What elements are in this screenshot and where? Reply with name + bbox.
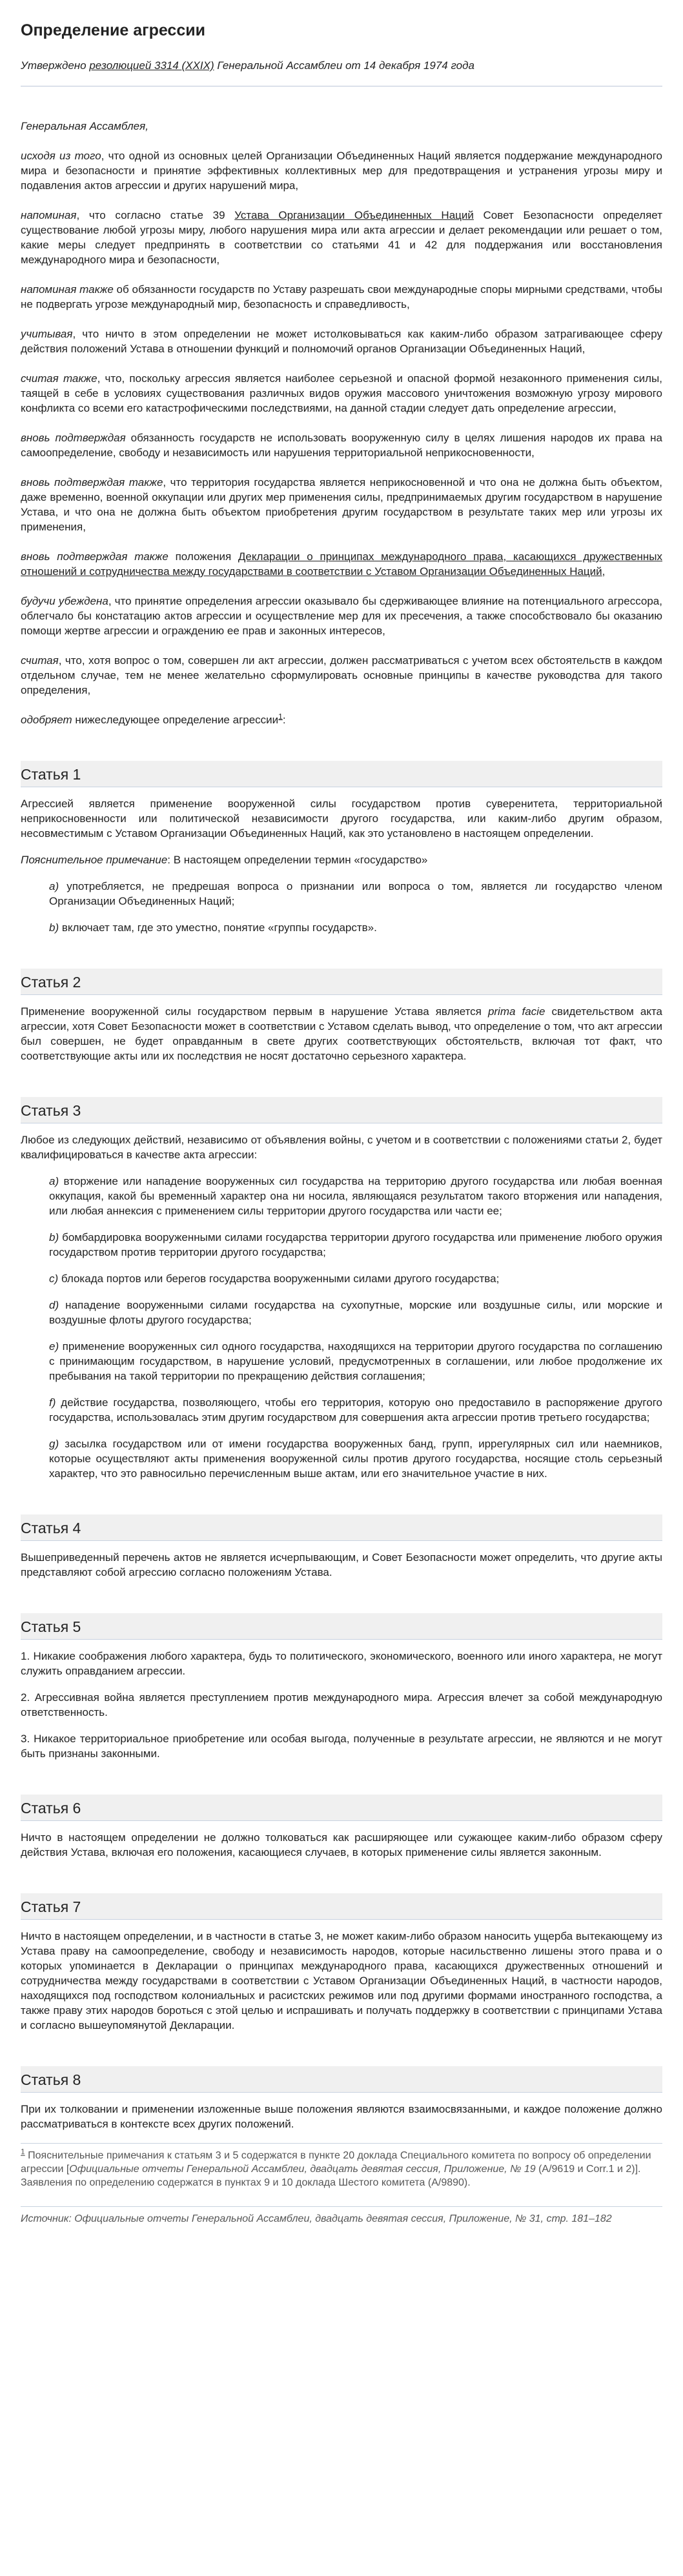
article-text: Любое из следующих действий, независимо от объявления войны, с учетом и в соответствии с положениями статьи 2, будет квалифицироваться в качестве акта агрессии: [21, 1134, 662, 1161]
item-text: бомбардировка вооруженными силами государства территории другого государства или применение любого оружия государством против территории другого государства; [49, 1231, 662, 1258]
article-heading: Статья 8 [21, 2066, 662, 2093]
preamble-paragraph [21, 475, 662, 534]
article-8 [21, 2066, 662, 2131]
list-item [49, 879, 662, 909]
note-text: : В настоящем определении термин «государство» [167, 854, 428, 866]
preamble-paragraph [21, 712, 662, 727]
list-item: 1. Никакие соображения любого характера, будь то политического, экономического, военного или иного характера, не могут служить оправданием агрессии. [21, 1650, 662, 1677]
preamble-keyword: исходя из того [21, 150, 101, 162]
preamble-keyword: напоминая [21, 209, 77, 221]
article-heading: Статья 2 [21, 969, 662, 995]
preamble-text: обязанность государств не использовать вооруженную силу в целях лишения народов их права на самоопределение, свободу и независимость или нарушения территориальной неприкосновенности, [21, 432, 662, 459]
preamble-text: , что территория государства является неприкосновенной и что она не должна быть объектом, даже временно, военной оккупации или других мер применения силы, предпринимаемых другим государством в нарушение Устава, и что она не должна быть объектом приобретения другим государством в результате таких мер или угрозы их применения, [21, 476, 663, 533]
preamble [21, 119, 662, 727]
preamble-keyword: напоминая также [21, 283, 114, 296]
item-marker: g) [49, 1438, 59, 1450]
preamble-text: , что согласно статье 39 [76, 209, 235, 221]
preamble-paragraph [21, 148, 662, 193]
footnote [21, 2149, 662, 2189]
preamble-keyword: вновь подтверждая также [21, 476, 163, 488]
article-6 [21, 1795, 662, 1860]
preamble-keyword: учитывая [21, 328, 73, 340]
article-text-part: свидетельством акта агрессии, хотя Совет Безопасности может в соответствии с Уставом сделать вывод, что определение о том, что акт агрессии был совершен, не будет оправданным в свете других соответствующих обстоятельств, включая тот факт, что соответствующие акты или их последствия не носят достаточно серьезного характера. [21, 1005, 663, 1062]
item-text: нападение вооруженными силами государства на сухопутные, морские или воздушные силы, или морские и воздушные флоты другого государства; [49, 1299, 662, 1326]
list-item [49, 1174, 662, 1218]
article-items [21, 1174, 662, 1481]
article-heading: Статья 7 [21, 1893, 662, 1920]
article-heading: Статья 3 [21, 1097, 662, 1123]
preamble-paragraph [21, 594, 662, 638]
list-item [49, 1271, 662, 1286]
un-charter-link[interactable]: Устава Организации Объединенных Наций [234, 209, 474, 221]
preamble-text: : [282, 714, 286, 726]
article-heading: Статья 4 [21, 1514, 662, 1541]
article-items [21, 879, 662, 935]
preamble-text: , что одной из основных целей Организации Объединенных Наций является поддержание международного мира и безопасности и принятие эффективных коллективных мер для предотвращения и устранения угрозы миру и подавления актов агрессии и других нарушений мира, [21, 150, 662, 192]
footnote-marker: 1 [21, 2147, 25, 2157]
item-text: применение вооруженных сил одного государства, находящихся на территории другого государства по соглашению с принимающим государством, в нарушение условий, предусмотренных в соглашении, или любое продолжение их пребывания на такой территории по прекращению действия соглашения; [49, 1340, 662, 1382]
preamble-paragraph [21, 327, 662, 356]
item-marker: f) [49, 1396, 56, 1409]
preamble-keyword: вновь подтверждая [21, 432, 126, 444]
preamble-paragraph [21, 430, 662, 460]
preamble-text: Совет Безопасности определяет существование любой угрозы миру, любого нарушения мира или акта агрессии и делает рекомендации или решает о том, какие меры следует предпринять в соответствии со статьями 41 и 42 для поддержания или восстановления международного мира и безопасности, [21, 209, 662, 266]
article-text: Ничто в настоящем определении, и в частности в статье 3, не может каким-либо образом наносить ущерба вытекающему из Устава праву на самоопределение, свободу и независимость народов, которые насильственно лишены этого права и о которых упоминается в Декларации о принципах международного права, касающихся дружественных отношений и сотрудничества между государствами в соответствии с Уставом Организации Объединенных Наций, в частности народов, находящихся под господством колониальных и расистских режимов или под другими формами иностранного господства, а также праву этих народов бороться с этой целью и испрашивать и получать поддержку в соответствии с принципами Устава и согласно вышеупомянутой Декларации. [21, 1930, 662, 2031]
preamble-paragraph [21, 371, 662, 416]
item-text: вторжение или нападение вооруженных сил государства на территорию другого государства или любая военная оккупация, какой бы временный характер она ни носила, являющаяся результатом такого вторжения или нападения, или любая аннексия с применением силы территории другого государства или части ее; [49, 1175, 662, 1217]
item-marker: a) [49, 880, 59, 892]
article-heading: Статья 1 [21, 761, 662, 787]
article-3 [21, 1097, 662, 1481]
preamble-text: положения [168, 550, 238, 563]
preamble-keyword: вновь подтверждая также [21, 550, 168, 563]
list-item [49, 920, 662, 935]
article-text-part: Применение вооруженной силы государством первым в нарушение Устава является [21, 1005, 488, 1018]
adoption-line [21, 58, 662, 86]
item-text: употребляется, не предрешая вопроса о признании или вопроса о том, является ли государство членом Организации Объединенных Наций; [49, 880, 662, 907]
article-7 [21, 1893, 662, 2033]
article-heading: Статья 5 [21, 1613, 662, 1640]
preamble-keyword: считая [21, 654, 59, 667]
resolution-link[interactable]: резолюцией 3314 (XXIX) [89, 59, 214, 72]
list-item [49, 1230, 662, 1260]
list-item [49, 1395, 662, 1425]
preamble-text: нижеследующее определение агрессии [72, 714, 279, 726]
preamble-paragraph [21, 208, 662, 267]
article-4 [21, 1514, 662, 1580]
preamble-text: , что, хотя вопрос о том, совершен ли акт агрессии, должен рассматриваться с учетом всех обстоятельств в каждом отдельном случае, тем не менее желательно сформулировать основные принципы в качестве руководства для такого определения, [21, 654, 662, 696]
preamble-keyword: одобряет [21, 714, 72, 726]
source-citation: Источник: Официальные отчеты Генеральной Ассамблеи, двадцать девятая сессия, Приложение, № 31, стр. 181–182 [21, 2206, 662, 2226]
article-text: Вышеприведенный перечень актов не является исчерпывающим, и Совет Безопасности может определить, что другие акты представляют собой агрессию согласно положениям Устава. [21, 1551, 662, 1578]
preamble-text: , что принятие определения агрессии оказывало бы сдерживающее влияние на потенциального агрессора, облегчало бы констатацию актов агрессии и осуществление мер для их пресечения, а также способствовало бы оказанию помощи жертве агрессии и ограждению ее прав и законных интересов, [21, 595, 662, 637]
item-marker: e) [49, 1340, 59, 1353]
latin-term: prima facie [487, 1005, 545, 1018]
list-item [49, 1436, 662, 1481]
list-item [49, 1298, 662, 1327]
preamble-keyword: будучи убеждена [21, 595, 108, 607]
footnote-text: (A/9619 и Corr.1 и 2)]. Заявления по определению содержатся в пунктах 9 и 10 доклада Шестого комитета (A/9890). [21, 2164, 641, 2188]
item-marker: c) [49, 1273, 59, 1285]
item-text: включает там, где это уместно, понятие «группы государств». [59, 921, 377, 934]
article-text: Агрессией является применение вооруженной силы государством против суверенитета, территориальной неприкосновенности или политической независимости другого государства, или каким-либо другим образом, несовместимым с Уставом Организации Объединенных Наций, как это установлено в настоящем определении. [21, 798, 662, 840]
article-heading: Статья 6 [21, 1795, 662, 1821]
item-marker: a) [49, 1175, 59, 1187]
item-marker: d) [49, 1299, 59, 1311]
footnote-citation: Официальные отчеты Генеральной Ассамблеи, двадцать девятая сессия, Приложение, № 19 [69, 2164, 536, 2175]
preamble-text: об обязанности государств по Уставу разрешать свои международные споры мирными средствами, чтобы не подвергать угрозе международный мир, безопасность и справедливость, [21, 283, 662, 310]
footnote-text: Пояснительные примечания к статьям 3 и 5 содержатся в пункте 20 доклада Специального комитета по вопросу об определении агрессии [ [21, 2150, 651, 2175]
list-item: 3. Никакое территориальное приобретение или особая выгода, полученные в результате агрессии, не являются и не могут быть признаны законными. [21, 1733, 662, 1760]
preamble-text: , что ничто в этом определении не может истолковываться как каким-либо образом затрагивающее сферу действия положений Устава в отношении функций и полномочий органов Организации Объединенных Наций, [21, 328, 662, 355]
article-text: Ничто в настоящем определении не должно толковаться как расширяющее или сужающее каким-либо образом сферу действия Устава, включая его положения, касающиеся случаев, в которых применение силы является законным. [21, 1831, 662, 1858]
preamble-keyword: считая также [21, 372, 97, 385]
item-marker: b) [49, 921, 59, 934]
preamble-paragraph [21, 653, 662, 698]
preamble-assembly: Генеральная Ассамблея, [21, 120, 148, 132]
adoption-prefix: Утверждено [21, 59, 90, 72]
item-text: блокада портов или берегов государства вооруженными силами другого государства; [58, 1273, 500, 1285]
article-5 [21, 1613, 662, 1761]
article-text [21, 1004, 662, 1063]
article-items [21, 1649, 662, 1761]
item-text: действие государства, позволяющего, чтобы его территория, которую оно предоставило в распоряжение другого государства, использовалась этим другим государством для совершения акта агрессии против третьего государства; [49, 1396, 662, 1424]
adoption-suffix: Генеральной Ассамблеи от 14 декабря 1974 года [214, 59, 474, 72]
article-text: При их толковании и применении изложенные выше положения являются взаимосвязанными, и каждое положение должно рассматриваться в контексте всех других положений. [21, 2103, 662, 2130]
list-item: 2. Агрессивная война является преступлением против международного мира. Агрессия влечет за собой международную ответственность. [21, 1691, 662, 1718]
article-2 [21, 969, 662, 1063]
preamble-paragraph [21, 549, 662, 579]
footnote-ref[interactable]: 1 [278, 712, 283, 721]
item-text: засылка государством или от имени государства вооруженных банд, групп, иррегулярных сил или наемников, которые осуществляют акты применения вооруженной силы против другого государства, носящие столь серьезный характер, что это равносильно перечисленным выше актам, или его значительное участие в них. [49, 1438, 662, 1480]
preamble-paragraph [21, 282, 662, 312]
preamble-text: , [602, 565, 606, 578]
footnotes [21, 2143, 662, 2189]
note-keyword: Пояснительное примечание [21, 854, 168, 866]
declaration-link[interactable]: Декларации о принципах международного права, касающихся дружественных отношений и сотрудничества между государствами в соответствии с Уставом Организации Объединенных Наций [21, 550, 662, 578]
page-title: Определение агрессии [21, 21, 205, 39]
item-marker: b) [49, 1231, 59, 1243]
list-item [49, 1339, 662, 1384]
explanatory-note [21, 852, 662, 867]
article-1 [21, 761, 662, 935]
preamble-text: , что, поскольку агрессия является наиболее серьезной и опасной формой незаконного применения силы, таящей в себе в условиях существования различных видов оружия массового уничтожения возможную угрозу мирового конфликта со всеми его катастрофическими последствиями, на данной стадии следует дать определение агрессии, [21, 372, 662, 414]
